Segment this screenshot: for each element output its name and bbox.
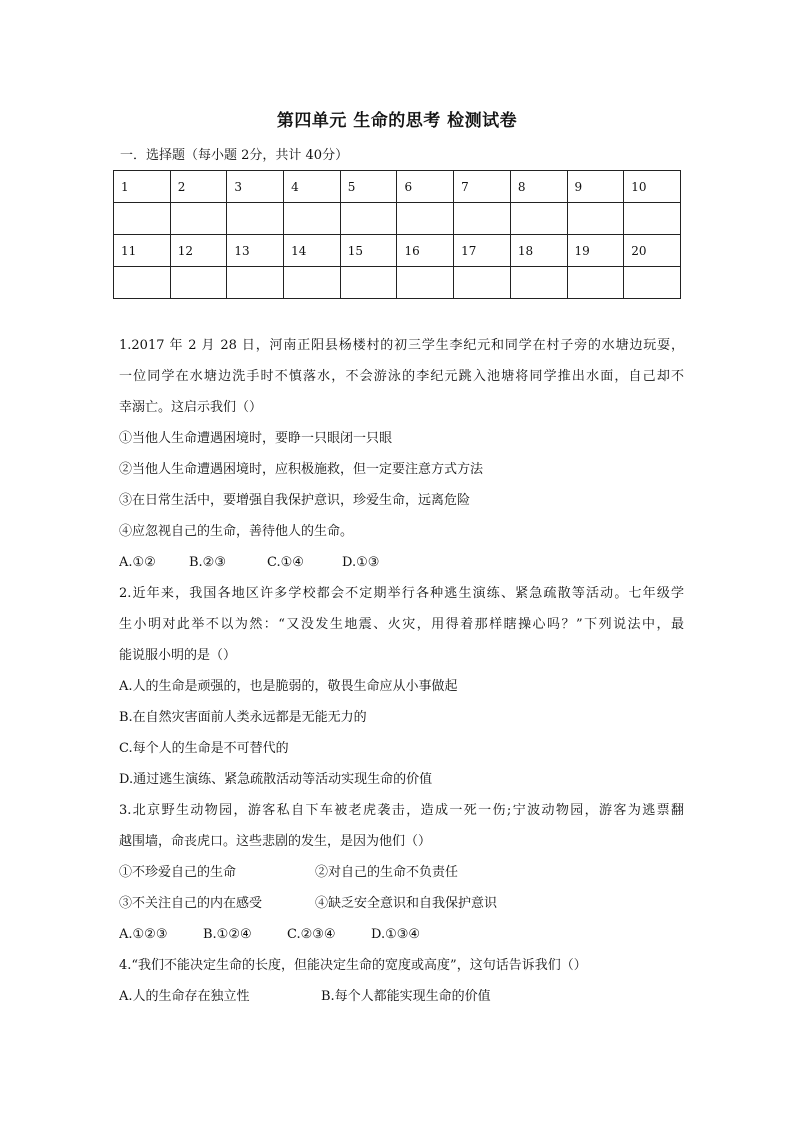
table-cell: 11	[114, 235, 171, 267]
table-cell: 5	[340, 171, 397, 203]
section-heading: 一．选择题（每小题 2分，共计 40分）	[120, 148, 349, 163]
question-text-line: 幸溺亡。这启示我们（）	[119, 400, 263, 415]
answer-cell[interactable]	[624, 267, 681, 299]
answer-cell[interactable]	[114, 267, 171, 299]
question-1	[119, 330, 684, 578]
option-b[interactable]: B.②③	[189, 555, 226, 570]
option-b[interactable]: B.在自然灾害面前人类永远都是无能无力的	[119, 710, 367, 725]
statement-row	[119, 857, 684, 888]
table-cell: 18	[510, 235, 567, 267]
option-b[interactable]: B.每个人都能实现生命的价值	[321, 989, 491, 1004]
question-text-line: 2.近年来，我国各地区许多学校都会不定期举行各种逃生演练、紧急疏散等活动。七年级学	[119, 586, 684, 601]
table-cell: 7	[454, 171, 511, 203]
table-cell: 20	[624, 235, 681, 267]
table-cell: 13	[227, 235, 284, 267]
question-text-line: 4.“我们不能决定生命的长度，但能决定生命的宽度或高度”，这句话告诉我们（）	[119, 958, 587, 973]
table-cell: 12	[170, 235, 227, 267]
table-cell: 1	[114, 171, 171, 203]
answer-cell[interactable]	[170, 267, 227, 299]
table-cell: 9	[567, 171, 624, 203]
option-d[interactable]: D.①③④	[371, 927, 421, 942]
statement-item: ④应忽视自己的生命，善待他人的生命。	[119, 524, 354, 539]
option-a[interactable]: A.人的生命是顽强的，也是脆弱的，敬畏生命应从小事做起	[119, 679, 458, 694]
answer-cell[interactable]	[567, 203, 624, 235]
question-text-line: 越围墙，命丧虎口。这些悲剧的发生，是因为他们（）	[119, 834, 432, 849]
statement-item: ③在日常生活中，要增强自我保护意识，珍爱生命，远离危险	[119, 493, 471, 508]
statement-item: ②当他人生命遭遇困境时，应积极施救，但一定要注意方式方法	[119, 462, 484, 477]
table-row-numbers-2	[114, 235, 681, 267]
page-title: 第四单元 生命的思考 检测试卷	[276, 111, 518, 131]
question-text-line: 1.2017 年 2 月 28 日，河南正阳县杨楼村的初三学生李纪元和同学在村子旁的水塘边玩耍，	[119, 338, 684, 353]
answer-cell[interactable]	[170, 203, 227, 235]
answer-cell[interactable]	[284, 203, 341, 235]
answer-cell[interactable]	[340, 267, 397, 299]
answer-cell[interactable]	[510, 203, 567, 235]
option-d[interactable]: D.通过逃生演练、紧急疏散活动等活动实现生命的价值	[119, 772, 433, 787]
option-c[interactable]: C.每个人的生命是不可替代的	[119, 741, 289, 756]
question-text-line: 3.北京野生动物园，游客私自下车被老虎袭击，造成一死一伤;宁波动物园，游客为逃票翻	[119, 803, 684, 818]
table-cell: 4	[284, 171, 341, 203]
statement-item: ①不珍爱自己的生命	[119, 865, 237, 880]
statement-item: ②对自己的生命不负责任	[315, 865, 459, 880]
option-c[interactable]: C.①④	[267, 555, 304, 570]
table-cell: 19	[567, 235, 624, 267]
statement-row	[119, 888, 684, 919]
table-cell: 17	[454, 235, 511, 267]
option-a[interactable]: A.①②③	[119, 927, 168, 942]
table-cell: 6	[397, 171, 454, 203]
question-text-line: 一位同学在水塘边洗手时不慎落水，不会游泳的李纪元跳入池塘将同学推出水面，自己却不	[119, 369, 684, 384]
answer-cell[interactable]	[454, 203, 511, 235]
question-text-line: 生小明对此举不以为然：“又没发生地震、火灾，用得着那样瞎操心吗？”下列说法中，最	[119, 617, 684, 632]
table-row-answers-1	[114, 203, 681, 235]
table-cell: 3	[227, 171, 284, 203]
table-cell: 14	[284, 235, 341, 267]
table-row-numbers-1	[114, 171, 681, 203]
table-row-answers-2	[114, 267, 681, 299]
answer-cell[interactable]	[284, 267, 341, 299]
option-d[interactable]: D.①③	[342, 555, 380, 570]
answer-cell[interactable]	[567, 267, 624, 299]
option-a[interactable]: A.人的生命存在独立性	[119, 989, 250, 1004]
table-cell: 2	[170, 171, 227, 203]
answer-cell[interactable]	[397, 203, 454, 235]
answer-cell[interactable]	[114, 203, 171, 235]
answer-cell[interactable]	[227, 267, 284, 299]
option-row	[119, 919, 684, 950]
question-2	[119, 578, 684, 795]
option-row	[119, 547, 684, 578]
question-3	[119, 795, 684, 950]
table-cell: 10	[624, 171, 681, 203]
option-b[interactable]: B.①②④	[203, 927, 252, 942]
table-cell: 8	[510, 171, 567, 203]
answer-cell[interactable]	[397, 267, 454, 299]
table-cell: 16	[397, 235, 454, 267]
statement-item: ③不关注自己的内在感受	[119, 896, 263, 911]
statement-item: ①当他人生命遭遇困境时，要睁一只眼闭一只眼	[119, 431, 393, 446]
question-text-line: 能说服小明的是（）	[119, 648, 237, 663]
answer-cell[interactable]	[227, 203, 284, 235]
answer-cell[interactable]	[340, 203, 397, 235]
option-a[interactable]: A.①②	[119, 555, 156, 570]
answer-cell[interactable]	[624, 203, 681, 235]
answer-cell[interactable]	[510, 267, 567, 299]
question-4	[119, 950, 684, 1012]
statement-item: ④缺乏安全意识和自我保护意识	[315, 896, 498, 911]
option-c[interactable]: C.②③④	[287, 927, 336, 942]
option-row	[119, 981, 684, 1012]
table-cell: 15	[340, 235, 397, 267]
answer-cell[interactable]	[454, 267, 511, 299]
answer-table	[113, 170, 681, 299]
